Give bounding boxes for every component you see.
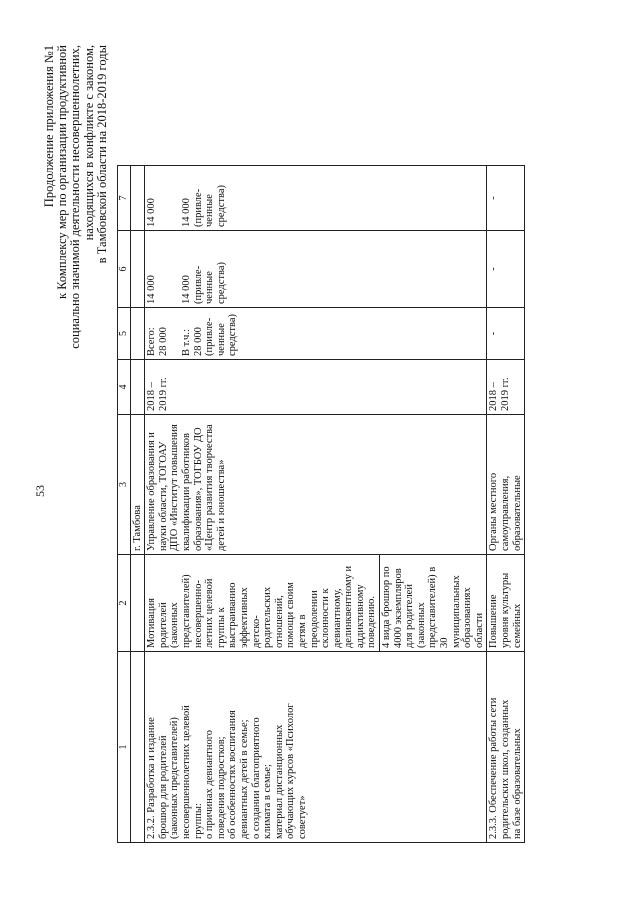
cell-line: 28 000: [192, 327, 204, 356]
cell-line: обучающих курсов «Психолог: [285, 703, 297, 839]
cell-line: советует»: [296, 795, 308, 839]
cell-line: детей и юношества»: [215, 459, 227, 551]
measure-cell: [487, 652, 525, 843]
cell-line: преодолении: [308, 590, 320, 648]
cell-lines: [146, 169, 227, 227]
cell-line: 14 000: [146, 198, 158, 227]
total-funding-cell: [145, 308, 487, 360]
table-row: [130, 166, 145, 843]
cell-line: квалификации работников: [180, 432, 192, 551]
cell-line: [169, 234, 181, 304]
cell-line: 28 000: [157, 327, 169, 356]
cell-lines: [488, 234, 500, 304]
cell-line: семейных: [511, 603, 523, 648]
cell-line: о создании благоприятного: [250, 717, 262, 839]
cell-lines: [488, 169, 500, 227]
cell-line: детям в: [296, 614, 308, 648]
cell-line: Повышение: [488, 594, 500, 648]
cell-line: девиантному,: [331, 588, 343, 648]
funding-2018-cell: [487, 231, 525, 308]
cell-line: [169, 311, 181, 356]
cell-line: (привле-: [192, 188, 204, 227]
indicator-cell: [380, 555, 487, 652]
col-number: 5: [118, 308, 131, 360]
goal-cell: [145, 555, 380, 652]
period-cell: [487, 360, 525, 415]
table-cell: [130, 166, 145, 231]
cell-line: образованиях: [462, 587, 474, 648]
cell-line: детско-: [250, 615, 262, 648]
total-funding-cell: [487, 308, 525, 360]
appendix-header: [43, 45, 109, 475]
cell-line: (привле-: [192, 265, 204, 304]
header-line: социально значимой деятельности несовершеннолетних,: [68, 45, 83, 349]
cell-line: области: [473, 612, 485, 648]
cell-line: 14 000: [146, 275, 158, 304]
cell-line: климата в семье;: [262, 764, 274, 839]
cell-line: для родителей: [404, 584, 416, 648]
header-line: Продолжение приложения №1: [42, 45, 56, 208]
table-row: [145, 166, 380, 843]
cell-lines: [146, 311, 239, 356]
cell-line: -: [488, 196, 500, 200]
cell-line: склонности к: [320, 588, 332, 648]
cell-line: 14 000: [180, 198, 192, 227]
funding-2018-cell: [145, 231, 487, 308]
cell-line: средства): [215, 185, 227, 227]
cell-lines: [488, 558, 523, 648]
cell-line: 2019 гг.: [157, 377, 169, 411]
cell-line: 4 вида брошюр по: [381, 566, 393, 648]
table-cell: [130, 555, 145, 652]
cell-line: 30: [439, 637, 451, 648]
cell-line: родительских школ, созданных: [500, 699, 511, 839]
executor-cell: [145, 415, 487, 555]
cell-line: 2.3.2. Разработка и издание: [146, 717, 158, 839]
cell-line: В т.ч.:: [180, 329, 192, 356]
cell-line: выстраиванию: [227, 582, 239, 648]
cell-line: 2018 –: [146, 382, 158, 411]
page-number: 53: [33, 485, 47, 497]
table-cell: [130, 231, 145, 308]
cell-line: самоуправления,: [500, 475, 511, 551]
cell-lines: [146, 234, 227, 304]
cell-line: поведению.: [366, 596, 378, 648]
cell-line: Мотивация: [146, 598, 158, 648]
cell-line: группы к: [215, 607, 227, 648]
cell-line: девиантных детей в семье;: [238, 719, 250, 839]
cell-line: образовательные: [511, 475, 523, 551]
cell-lines: [488, 418, 523, 551]
col-number: 4: [118, 360, 131, 415]
cell-line: ченные: [204, 194, 216, 227]
cell-line: отношений,: [273, 595, 285, 648]
cell-line: уровня культуры: [500, 572, 511, 648]
col-number: 2: [118, 555, 131, 652]
cell-line: поведения подростков;: [215, 736, 227, 839]
col-number: 3: [118, 415, 131, 555]
cell-lines: [488, 311, 500, 356]
header-line: в Тамбовской области на 2018-2019 годы: [94, 45, 109, 264]
cell-line: Управление образования и: [146, 432, 158, 551]
cell-line: Органы местного: [488, 472, 500, 551]
cell-line: (законных: [415, 602, 427, 648]
cell-lines: [146, 558, 378, 648]
col-number: 7: [118, 166, 131, 231]
cell-line: на базе образовательных: [511, 728, 523, 839]
cell-line: образования», ТОГБОУ ДО: [192, 427, 204, 551]
measures-table: [117, 165, 525, 843]
table-cell: [130, 652, 145, 843]
cell-line: средства): [227, 314, 239, 356]
cell-line: представителей) в: [427, 566, 439, 648]
cell-line: делинквентному и: [343, 565, 355, 648]
cell-line: 2018 –: [488, 382, 500, 411]
cell-line: -: [488, 331, 500, 336]
header-line: находящихся в конфликте с законом,: [81, 45, 96, 241]
cell-line: родительских: [262, 586, 274, 648]
table-row: [487, 166, 525, 843]
cell-line: помощи своим: [285, 582, 297, 648]
executor-cell: [487, 415, 525, 555]
cell-line: (законных: [169, 602, 181, 648]
cell-line: об особенностях воспитания: [227, 710, 239, 839]
goal-cell: [487, 555, 525, 652]
cell-lines: [146, 418, 227, 551]
cell-lines: [146, 655, 308, 839]
cell-line: (законных представителей): [169, 717, 181, 839]
cell-line: несовершеннолетних целевой: [180, 705, 192, 839]
cell-line: 4000 экземпляров: [392, 568, 404, 648]
cell-line: [169, 169, 181, 227]
cell-line: (привле-: [204, 317, 216, 356]
funding-2019-cell: [145, 166, 487, 231]
cell-lines: [146, 363, 169, 411]
cell-line: ДПО «Институт повышения: [169, 424, 181, 551]
cell-line: летних целевой: [204, 578, 216, 648]
cell-line: представителей): [180, 574, 192, 648]
cell-line: муниципальных: [450, 575, 462, 648]
cell-line: 14 000: [180, 275, 192, 304]
period-cell: [145, 360, 487, 415]
cell-line: материал дистанционных: [273, 724, 285, 839]
cell-line: ченные: [215, 323, 227, 356]
cell-line: ченные: [204, 271, 216, 304]
cell-line: о причинах девиантного: [204, 729, 216, 839]
cell-line: -: [488, 267, 500, 271]
col-number: 1: [118, 652, 131, 843]
column-number-row: [118, 166, 131, 843]
cell-line: 2019 гг.: [500, 377, 511, 411]
cell-line: родителей: [157, 602, 169, 648]
cell-line: брошюр для родителей: [157, 735, 169, 839]
measure-cell: [145, 652, 487, 843]
cell-line: [158, 234, 170, 304]
cell-lines: [488, 363, 511, 411]
cell-line: эффективных: [238, 587, 250, 648]
cell-lines: [381, 558, 485, 648]
cell-line: Всего:: [146, 327, 158, 356]
cell-line: средства): [215, 262, 227, 304]
funding-2019-cell: [487, 166, 525, 231]
cell-line: группы:: [192, 803, 204, 839]
cell-line: аддиктивному: [354, 584, 366, 648]
cell-lines: [488, 655, 523, 839]
header-line: к Комплексу мер по организации продуктивной: [55, 45, 70, 299]
table-cell: г. Тамбова: [130, 415, 145, 555]
col-number: 6: [118, 231, 131, 308]
cell-line: несовершенно-: [192, 580, 204, 648]
cell-line: [158, 169, 170, 227]
table-cell: [130, 308, 145, 360]
cell-line: 2.3.3. Обеспечение работы сети: [488, 697, 500, 839]
cell-line: «Центр развития творчества: [204, 424, 216, 551]
table-cell: [130, 360, 145, 415]
cell-line: науки области, ТОГОАУ: [157, 441, 169, 551]
